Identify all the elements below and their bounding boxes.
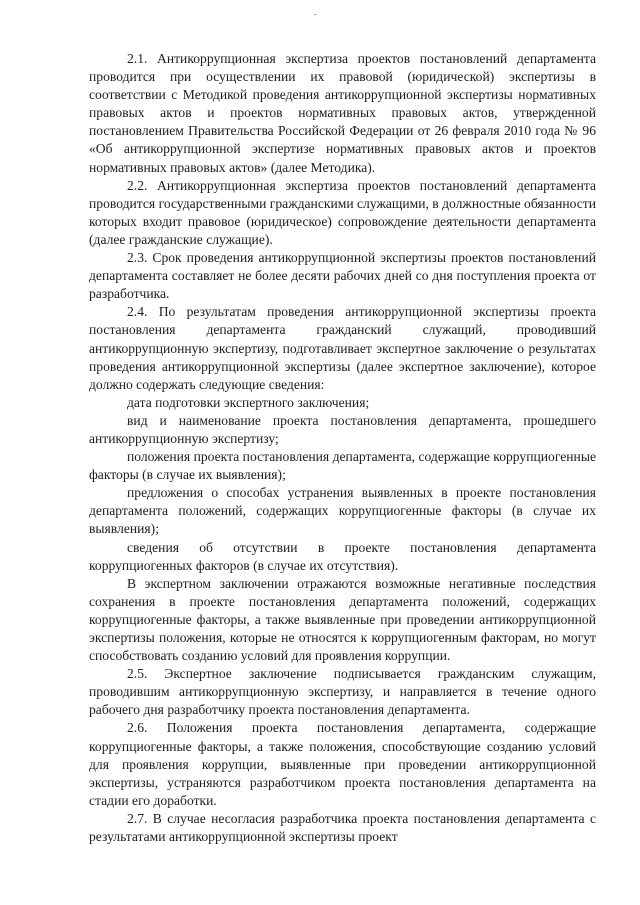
paragraph-2-7: 2.7. В случае несогласия разработчика проекта постановления департамента с результатами антикоррупционной экспертизы проект — [89, 810, 596, 845]
page-top-mark — [314, 14, 316, 15]
paragraph-2-1: 2.1. Антикоррупционная экспертиза проектов постановлений департамента проводится при осуществлении их правовой (юридической) экспертизы в соответствии с Методикой проведения антикоррупционной экспертизы нормативных правовых актов и проектов нормативных правовых актов, утвержденной постановлением Правительства Российской Федерации от 26 февраля 2010 года № 96 «Об антикоррупционной экспертизе нормативных правовых актов и проектов нормативных правовых актов» (далее Методика). — [89, 51, 596, 175]
list-item-proposals: предложения о способах устранения выявленных в проекте постановления департамента положений, содержащих коррупциогенные факторы (в случае их выявления); — [89, 485, 596, 537]
document-body — [89, 50, 596, 846]
list-item-absence: сведения об отсутствии в проекте постановления департамента коррупциогенных факторов (в случае их отсутствия). — [89, 539, 596, 573]
paragraph-2-5: 2.5. Экспертное заключение подписывается гражданским служащим, проводившим антикоррупционную экспертизу, и направляется в течение одного рабочего дня разработчику проекта постановления департамента. — [89, 666, 596, 718]
paragraph-2-4: 2.4. По результатам проведения антикоррупционной экспертизы проекта постановления департамента гражданский служащий, проводивший антикоррупционную экспертизу, подготавливает экспертное заключение о результатах проведения антикоррупционной экспертизы (далее экспертное заключение), которое должно содержать следующие сведения: — [89, 304, 596, 392]
list-item-type-name: вид и наименование проекта постановления департамента, прошедшего антикоррупционную экспертизу; — [89, 412, 596, 446]
paragraph-2-3: 2.3. Срок проведения антикоррупционной экспертизы проектов постановлений департамента составляет не более десяти рабочих дней со дня поступления проекта от разработчика. — [89, 250, 596, 302]
paragraph-consequences: В экспертном заключении отражаются возможные негативные последствия сохранения в проекте постановления департамента положений, содержащих коррупциогенные факторы, а также выявленные при проведении антикоррупционной экспертизы положения, которые не относятся к коррупциогенным факторам, но могут способствовать созданию условий для проявления коррупции. — [89, 575, 596, 664]
paragraph-2-6: 2.6. Положения проекта постановления департамента, содержащие коррупциогенные факторы, а также положения, способствующие созданию условий для проявления коррупции, выявленные при проведении антикоррупционной экспертизы, устраняются разработчиком проекта постановления департамента на стадии его доработки. — [89, 720, 596, 808]
list-item-date: дата подготовки экспертного заключения; — [127, 394, 370, 410]
list-item-provisions: положения проекта постановления департамента, содержащие коррупциогенные факторы (в случае их выявления); — [89, 449, 596, 483]
paragraph-2-2: 2.2. Антикоррупционная экспертиза проектов постановлений департамента проводится государственными гражданскими служащими, в должностные обязанности которых входит правовое (юридическое) сопровождение деятельности департамента (далее гражданские служащие). — [89, 177, 597, 247]
